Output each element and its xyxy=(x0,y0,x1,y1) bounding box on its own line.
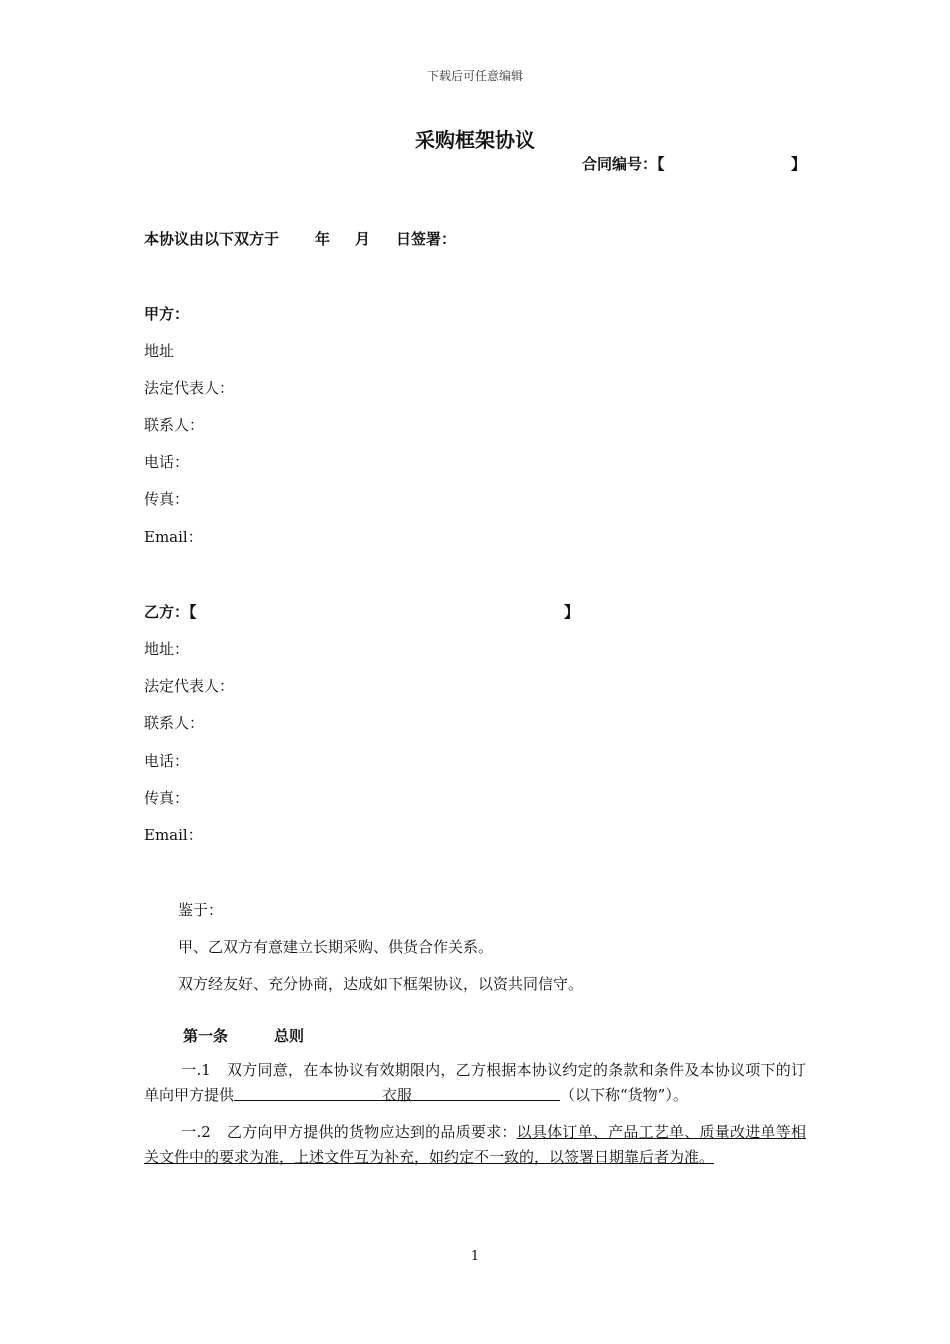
page-header-note: 下载后可任意编辑 xyxy=(426,69,523,83)
clause-1-1-tail: （以下称“货物”）。 xyxy=(560,1086,688,1104)
party-a-phone: 电话： xyxy=(144,453,190,471)
contract-number xyxy=(582,153,807,174)
party-a-contact: 联系人： xyxy=(144,416,205,434)
clause-1-1-number: 一.1 xyxy=(181,1061,211,1079)
party-b-address: 地址： xyxy=(144,640,190,658)
goods-blank xyxy=(234,1083,560,1104)
party-a-legal-rep: 法定代表人： xyxy=(144,379,235,397)
party-b-close: 】 xyxy=(564,603,580,621)
signing-date-line xyxy=(144,228,456,249)
clause-1-2-number: 一.2 xyxy=(181,1123,211,1141)
clause-1-1-text: 双方同意，在本协议有效期限内，乙方根据本协议约定的条款和条件及本协议项下的订单向甲方提供 xyxy=(144,1061,806,1104)
recital-line-2: 双方经友好、充分协商，达成如下框架协议，以资共同信守。 xyxy=(178,975,584,993)
recital-heading: 鉴于： xyxy=(178,901,224,919)
signing-year: 年 xyxy=(315,230,331,248)
clause-1-2-underlined: 以具体订单、产品工艺单、质量改进单等相关文件中的要求为准，上述文件互为补充，如约定不一致的，以签署日期靠后者为准。 xyxy=(144,1123,806,1166)
clause-1-1 xyxy=(144,1058,806,1108)
contract-number-close: 】 xyxy=(791,155,807,173)
party-a-address: 地址 xyxy=(144,342,175,360)
recital-line-1: 甲、乙双方有意建立长期采购、供货合作关系。 xyxy=(178,938,494,956)
document-title: 采购框架协议 xyxy=(415,128,535,152)
party-a-heading: 甲方： xyxy=(144,305,190,323)
goods-value: 衣服 xyxy=(382,1086,413,1104)
signing-month: 月 xyxy=(355,230,371,248)
article-1-number: 第一条 xyxy=(183,1027,229,1045)
party-b-fax: 传真： xyxy=(144,789,190,807)
party-b-contact: 联系人： xyxy=(144,714,205,732)
page-number: 1 xyxy=(470,1249,480,1264)
signing-day: 日签署： xyxy=(396,230,457,248)
party-a-fax: 传真： xyxy=(144,490,190,508)
party-b-email: Email： xyxy=(144,826,203,844)
party-b-legal-rep: 法定代表人： xyxy=(144,677,235,695)
party-b-heading xyxy=(144,601,580,622)
signing-prefix: 本协议由以下双方于 xyxy=(144,230,280,248)
clause-1-2 xyxy=(144,1120,806,1170)
article-1-heading xyxy=(183,1025,305,1046)
party-a-email: Email： xyxy=(144,528,203,546)
party-b-label: 乙方：【 xyxy=(144,603,197,621)
party-b-phone: 电话： xyxy=(144,752,190,770)
contract-number-label: 合同编号：【 xyxy=(582,155,665,173)
clause-1-2-text: 乙方向甲方提供的货物应达到的品质要求： xyxy=(226,1123,517,1141)
article-1-name: 总则 xyxy=(274,1027,305,1045)
